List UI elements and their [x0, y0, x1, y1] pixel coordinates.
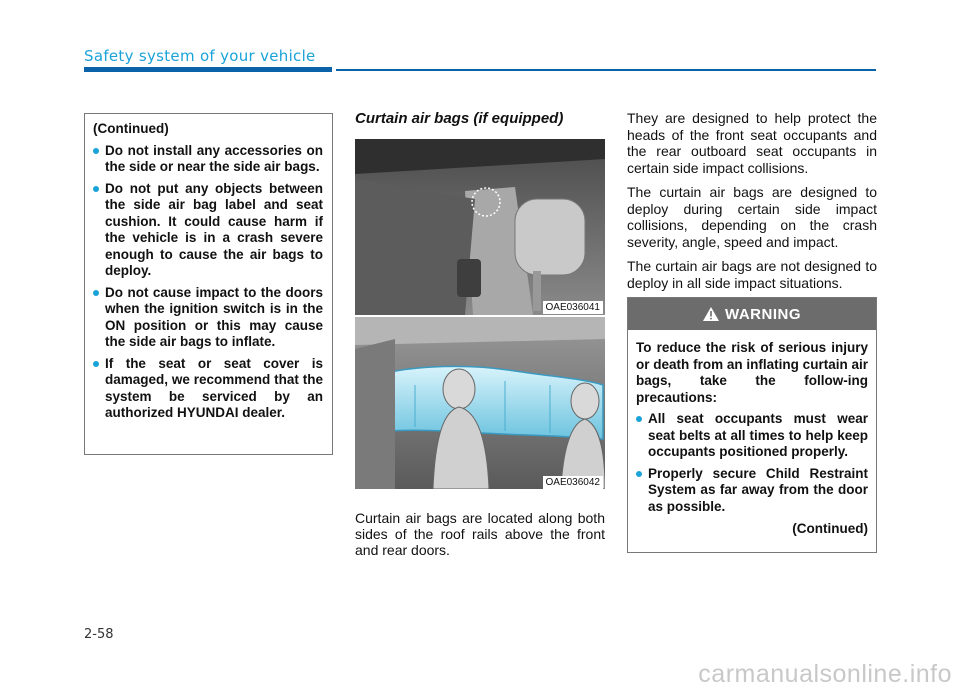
header-rule: [336, 69, 876, 71]
bullet-dot-icon: [93, 290, 99, 296]
bullet-dot-icon: [93, 186, 99, 192]
continued-caution-box: [84, 113, 333, 455]
continued-label: (Continued): [93, 121, 169, 136]
bullet-dot-icon: [636, 471, 642, 477]
paragraph: The curtain air bags are designed to deploy during certain side impact collisions, depending on the crash severity, angle, speed and impact.: [627, 184, 877, 250]
caution-bullet: [93, 356, 323, 422]
bullet-dot-icon: [636, 416, 642, 422]
warning-intro: To reduce the risk of serious injury or death from an inflating curtain air bags, take the follow-ing precautions:: [636, 340, 868, 405]
warning-bullet: [636, 466, 868, 516]
watermark: carmanualsonline.info: [698, 660, 952, 688]
bullet-text: Do not cause impact to the doors when the ignition switch is in the ON position or this may cause the side air bags to inflate.: [105, 284, 323, 349]
curtain-airbag-figure: [355, 139, 605, 489]
bullet-text: Do not install any accessories on the side or near the side air bags.: [105, 142, 323, 174]
caution-bullet: [93, 285, 323, 351]
warning-header: [628, 298, 876, 330]
page-number: 2-58: [84, 627, 114, 642]
warning-body: [628, 330, 876, 538]
curtain-airbag-description: [627, 110, 877, 299]
continued-label: (Continued): [792, 521, 868, 536]
warning-bullet: [636, 411, 868, 461]
bullet-dot-icon: [93, 361, 99, 367]
caution-bullet: [93, 181, 323, 280]
figure-code-label: OAE036042: [543, 476, 604, 489]
figure-caption: Curtain air bags are located along both sides of the roof rails above the front and rear doors.: [355, 510, 605, 558]
header-rule-dark: [84, 67, 332, 72]
bullet-dot-icon: [93, 148, 99, 154]
bullet-text: Do not put any objects between the side air bag label and seat cushion. It could cause harm if the vehicle is in a crash severe enough to cause the air bags to deploy.: [105, 180, 323, 278]
caution-bullet: [93, 143, 323, 176]
paragraph: They are designed to help protect the heads of the front seat occupants and the rear outboard seat occupants in certain side impact collisions.: [627, 110, 877, 176]
bullet-text: All seat occupants must wear seat belts at all times to help keep occupants positioned properly.: [648, 411, 868, 459]
warning-title: WARNING: [725, 305, 801, 323]
curtain-airbags-title: Curtain air bags (if equipped): [355, 110, 564, 127]
figure-code-label: OAE036041: [543, 301, 604, 314]
bullet-text: Properly secure Child Restraint System as far away from the door as possible.: [648, 465, 868, 514]
section-header: Safety system of your vehicle: [84, 47, 316, 65]
warning-triangle-icon: [703, 307, 719, 321]
airbag-illustration: [355, 139, 605, 489]
paragraph: The curtain air bags are not designed to deploy in all side impact situations.: [627, 258, 877, 291]
bullet-text: If the seat or seat cover is damaged, we recommend that the system be serviced by an authorized HYUNDAI dealer.: [105, 355, 323, 420]
warning-box: [627, 297, 877, 553]
